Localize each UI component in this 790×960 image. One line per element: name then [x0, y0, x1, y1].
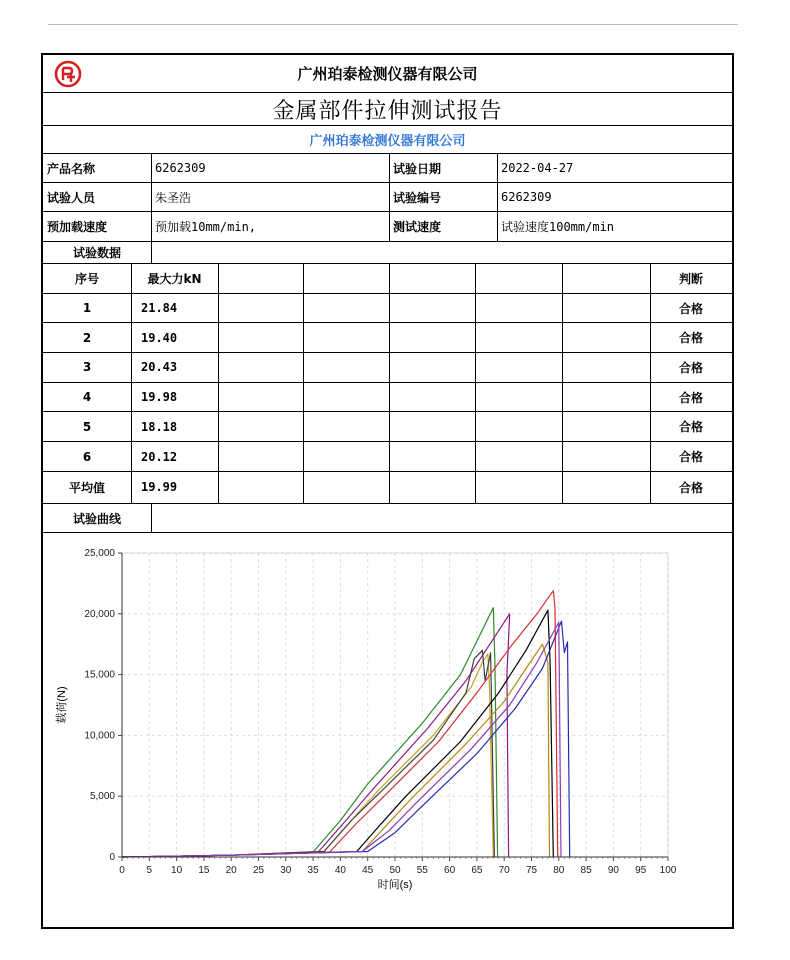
test-report — [41, 53, 734, 929]
test-speed-value: 试验速度100mm/min — [501, 220, 615, 234]
x-axis-label: 时间(s) — [377, 879, 413, 891]
test-data-section-row — [43, 242, 732, 264]
table-row — [43, 413, 732, 443]
row-judgement: 合格 — [678, 450, 703, 465]
test-no-label: 试验编号 — [393, 190, 442, 205]
row-index: 4 — [82, 390, 92, 405]
row-judgement: 合格 — [678, 420, 703, 435]
report-subtitle: 广州珀泰检测仪器有限公司 — [309, 134, 466, 149]
table-row — [43, 383, 732, 413]
test-speed-label: 测试速度 — [393, 220, 442, 234]
row-index: 2 — [82, 330, 92, 345]
y-tick-label: 20,000 — [84, 608, 115, 620]
report-subtitle-row — [43, 126, 732, 154]
row-index: 6 — [82, 449, 92, 464]
row-max-force: 21.84 — [141, 301, 178, 316]
test-curve-chart — [43, 533, 732, 927]
test-no-value: 6262309 — [501, 190, 552, 204]
x-tick-label: 55 — [416, 865, 428, 876]
row-judgement: 合格 — [678, 390, 703, 405]
test-date-label: 试验日期 — [393, 161, 442, 176]
row-index: 1 — [82, 301, 92, 316]
test-data-label: 试验数据 — [72, 246, 121, 260]
x-tick-label: 60 — [444, 865, 456, 876]
x-tick-label: 40 — [334, 865, 346, 876]
x-tick-label: 20 — [225, 865, 237, 876]
x-tick-label: 80 — [553, 865, 565, 876]
product-name-value: 6262309 — [155, 161, 206, 175]
table-row — [43, 323, 732, 353]
row-max-force: 20.43 — [141, 360, 178, 375]
x-tick-label: 75 — [525, 865, 538, 876]
row-max-force: 19.99 — [141, 480, 178, 495]
test-curve-section-row — [43, 504, 732, 533]
x-tick-label: 45 — [362, 865, 374, 876]
y-tick-label: 5,000 — [89, 791, 115, 803]
header-judgement: 判断 — [678, 271, 703, 286]
x-tick-label: 10 — [171, 865, 183, 876]
company-logo — [54, 60, 82, 88]
preload-speed-label: 预加载速度 — [47, 220, 108, 234]
row-index: 平均值 — [68, 480, 105, 495]
x-tick-label: 15 — [198, 865, 210, 876]
tester-value: 朱圣浩 — [155, 190, 192, 205]
y-tick-label: 10,000 — [84, 730, 115, 742]
row-judgement: 合格 — [678, 301, 703, 316]
x-tick-label: 30 — [280, 865, 292, 876]
info-row-tester — [43, 183, 732, 212]
row-judgement: 合格 — [678, 331, 703, 346]
x-tick-label: 0 — [119, 865, 125, 876]
row-max-force: 19.98 — [141, 390, 178, 405]
table-row-average — [43, 472, 732, 504]
row-index: 3 — [82, 360, 92, 375]
x-tick-label: 65 — [471, 865, 483, 876]
x-tick-label: 90 — [607, 865, 619, 876]
company-name: 广州珀泰检测仪器有限公司 — [297, 65, 478, 83]
x-tick-label: 35 — [307, 865, 319, 876]
header-max-force: 最大力kN — [147, 271, 202, 286]
report-title-row — [43, 93, 732, 126]
x-tick-label: 25 — [252, 865, 265, 876]
x-tick-label: 70 — [498, 865, 510, 876]
info-row-speed — [43, 212, 732, 242]
x-tick-label: 5 — [146, 865, 153, 876]
page-top-rule — [48, 24, 738, 25]
row-max-force: 19.40 — [141, 330, 178, 345]
row-judgement: 合格 — [678, 480, 703, 495]
tester-label: 试验人员 — [47, 190, 96, 205]
info-row-product — [43, 154, 732, 183]
x-tick-label: 100 — [659, 865, 677, 876]
company-header-row — [43, 55, 732, 93]
row-max-force: 20.12 — [141, 449, 178, 464]
row-max-force: 18.18 — [141, 419, 178, 434]
table-row — [43, 353, 732, 383]
y-tick-label: 25,000 — [84, 548, 115, 559]
y-tick-label: 0 — [109, 852, 115, 863]
test-curve-label: 试验曲线 — [72, 511, 121, 526]
header-index: 序号 — [74, 271, 99, 286]
preload-speed-value: 预加载10mm/min, — [155, 220, 257, 234]
row-index: 5 — [82, 419, 92, 434]
row-judgement: 合格 — [678, 360, 703, 375]
report-title: 金属部件拉伸测试报告 — [272, 98, 503, 124]
x-tick-label: 95 — [635, 865, 647, 876]
product-name-label: 产品名称 — [47, 161, 96, 176]
results-table-header — [43, 264, 732, 294]
table-row — [43, 442, 732, 472]
table-row — [43, 294, 732, 324]
x-tick-label: 50 — [389, 865, 401, 876]
x-tick-label: 85 — [580, 865, 592, 876]
y-tick-label: 15,000 — [84, 669, 115, 681]
test-date-value: 2022-04-27 — [501, 161, 574, 175]
y-axis-label: 载荷(N) — [56, 686, 68, 724]
load-time-chart — [43, 533, 732, 927]
